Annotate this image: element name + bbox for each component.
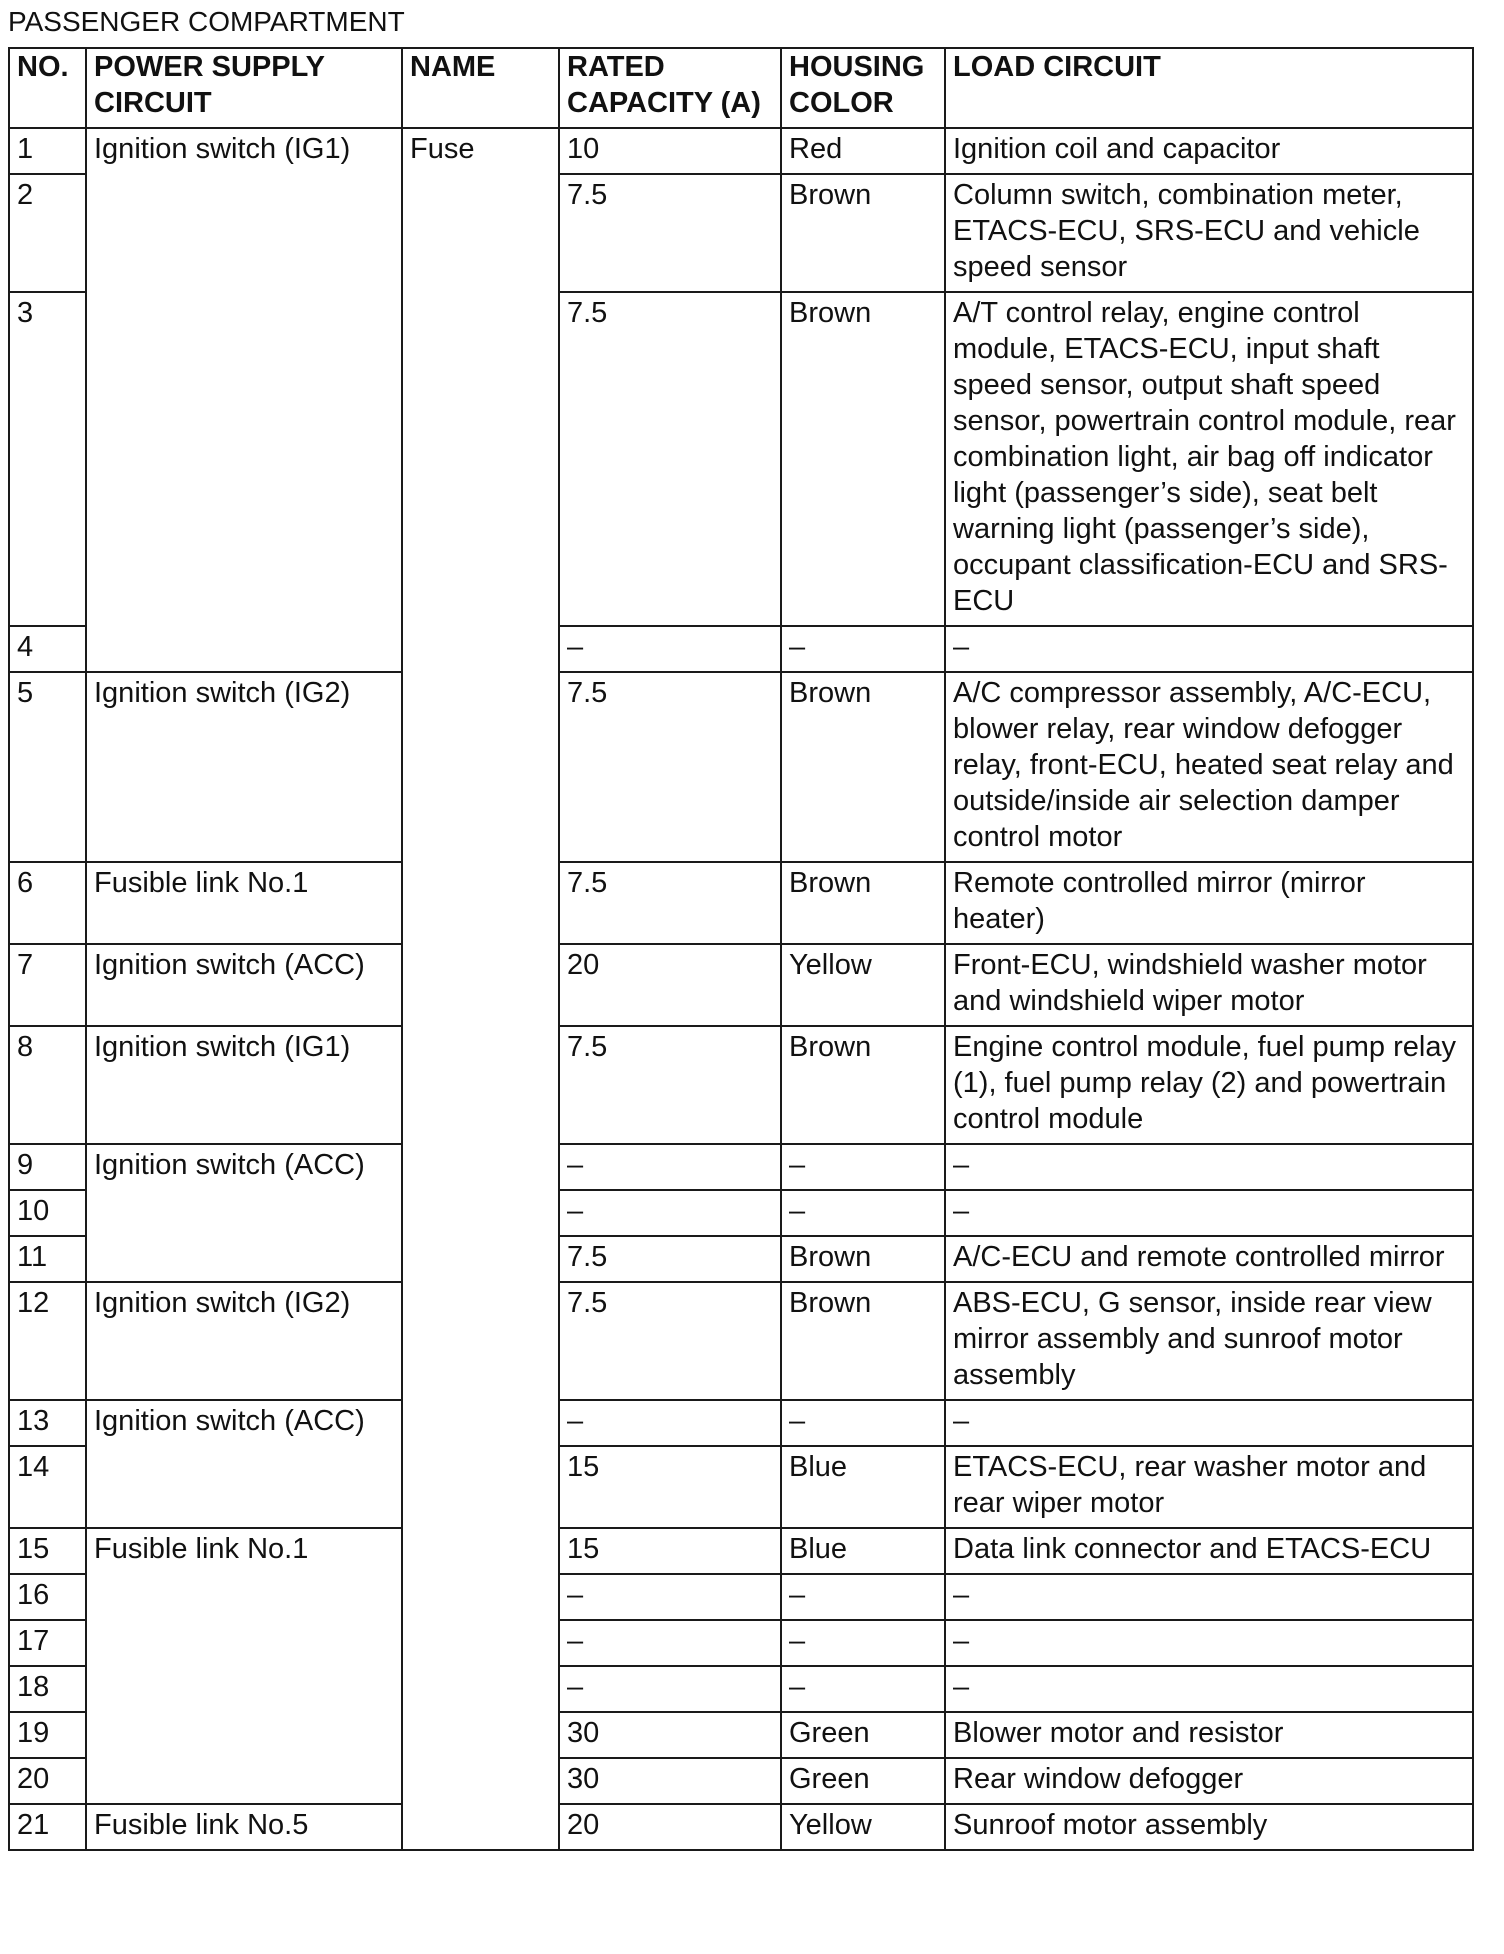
housing-color: Brown [781,1282,945,1400]
rated-capacity: 7.5 [559,862,781,944]
power-supply: Fusible link No.5 [86,1804,402,1850]
load-circuit: ETACS-ECU, rear washer motor and rear wiper motor [945,1446,1473,1528]
housing-color: Blue [781,1528,945,1574]
fuse-no: 2 [9,174,86,292]
fuse-no: 14 [9,1446,86,1528]
rated-capacity: 7.5 [559,1282,781,1400]
fuse-no: 3 [9,292,86,626]
fuse-no: 21 [9,1804,86,1850]
fuse-no: 12 [9,1282,86,1400]
fuse-no: 10 [9,1190,86,1236]
fuse-no: 18 [9,1666,86,1712]
load-circuit: – [945,1190,1473,1236]
housing-color: – [781,1190,945,1236]
fuse-no: 17 [9,1620,86,1666]
rated-capacity: – [559,1400,781,1446]
header-load-circuit: LOAD CIRCUIT [945,48,1473,128]
table-row [9,1400,1473,1446]
table-row [9,862,1473,944]
power-supply: Ignition switch (IG2) [86,672,402,862]
housing-color: Blue [781,1446,945,1528]
power-supply: Ignition switch (IG1) [86,128,402,672]
rated-capacity: 7.5 [559,292,781,626]
fuse-no: 5 [9,672,86,862]
load-circuit: Data link connector and ETACS-ECU [945,1528,1473,1574]
fuse-no: 7 [9,944,86,1026]
header-name: NAME [402,48,559,128]
load-circuit: A/T control relay, engine control module, ETACS-ECU, input shaft speed sensor, output shaft speed sensor, powertrain control module, rear combination light, air bag off indicator light (passenger’s side), seat belt warning light (passenger’s side), occupant classification-ECU and SRS-ECU [945,292,1473,626]
fuse-no: 9 [9,1144,86,1190]
housing-color: Brown [781,292,945,626]
housing-color: – [781,1666,945,1712]
load-circuit: Ignition coil and capacitor [945,128,1473,174]
table-row [9,1804,1473,1850]
rated-capacity: 15 [559,1446,781,1528]
housing-color: Brown [781,1026,945,1144]
housing-color: Green [781,1758,945,1804]
fuse-no: 13 [9,1400,86,1446]
load-circuit: – [945,626,1473,672]
rated-capacity: – [559,1144,781,1190]
header-rated-capacity: RATED CAPACITY (A) [559,48,781,128]
fuse-no: 15 [9,1528,86,1574]
housing-color: Brown [781,1236,945,1282]
rated-capacity: – [559,1666,781,1712]
table-row [9,1144,1473,1190]
fuse-no: 19 [9,1712,86,1758]
housing-color: – [781,1574,945,1620]
fuse-no: 8 [9,1026,86,1144]
rated-capacity: 7.5 [559,1026,781,1144]
header-power-supply: POWER SUPPLY CIRCUIT [86,48,402,128]
rated-capacity: – [559,1190,781,1236]
fuse-table [8,47,1474,1851]
housing-color: Green [781,1712,945,1758]
load-circuit: Sunroof motor assembly [945,1804,1473,1850]
load-circuit: A/C compressor assembly, A/C-ECU, blower relay, rear window defogger relay, front-ECU, heated seat relay and outside/inside air selection damper control motor [945,672,1473,862]
rated-capacity: – [559,1574,781,1620]
load-circuit: Rear window defogger [945,1758,1473,1804]
rated-capacity: – [559,1620,781,1666]
table-row [9,128,1473,174]
rated-capacity: 10 [559,128,781,174]
housing-color: Yellow [781,944,945,1026]
housing-color: – [781,626,945,672]
rated-capacity: 20 [559,1804,781,1850]
rated-capacity: – [559,626,781,672]
fuse-no: 4 [9,626,86,672]
power-supply: Ignition switch (ACC) [86,944,402,1026]
load-circuit: Engine control module, fuel pump relay (1), fuel pump relay (2) and powertrain control module [945,1026,1473,1144]
power-supply: Ignition switch (ACC) [86,1400,402,1528]
header-row [9,48,1473,128]
housing-color: Brown [781,672,945,862]
load-circuit: – [945,1666,1473,1712]
load-circuit: – [945,1574,1473,1620]
page-title: PASSENGER COMPARTMENT [8,6,405,37]
table-row [9,944,1473,1026]
load-circuit: – [945,1400,1473,1446]
fuse-name: Fuse [402,128,559,1850]
table-row [9,1026,1473,1144]
rated-capacity: 7.5 [559,672,781,862]
header-housing-color: HOUSING COLOR [781,48,945,128]
housing-color: Red [781,128,945,174]
rated-capacity: 15 [559,1528,781,1574]
load-circuit: – [945,1144,1473,1190]
fuse-no: 11 [9,1236,86,1282]
rated-capacity: 20 [559,944,781,1026]
housing-color: Yellow [781,1804,945,1850]
fuse-no: 6 [9,862,86,944]
rated-capacity: 7.5 [559,1236,781,1282]
rated-capacity: 30 [559,1712,781,1758]
fuse-no: 20 [9,1758,86,1804]
housing-color: – [781,1620,945,1666]
load-circuit: Front-ECU, windshield washer motor and windshield wiper motor [945,944,1473,1026]
fuse-no: 16 [9,1574,86,1620]
housing-color: – [781,1144,945,1190]
rated-capacity: 7.5 [559,174,781,292]
load-circuit: ABS-ECU, G sensor, inside rear view mirror assembly and sunroof motor assembly [945,1282,1473,1400]
power-supply: Fusible link No.1 [86,1528,402,1804]
power-supply: Ignition switch (IG2) [86,1282,402,1400]
load-circuit: Remote controlled mirror (mirror heater) [945,862,1473,944]
header-no: NO. [9,48,86,128]
housing-color: – [781,1400,945,1446]
table-row [9,672,1473,862]
fuse-no: 1 [9,128,86,174]
load-circuit: Column switch, combination meter, ETACS-ECU, SRS-ECU and vehicle speed sensor [945,174,1473,292]
power-supply: Ignition switch (IG1) [86,1026,402,1144]
power-supply: Ignition switch (ACC) [86,1144,402,1282]
housing-color: Brown [781,862,945,944]
rated-capacity: 30 [559,1758,781,1804]
load-circuit: A/C-ECU and remote controlled mirror [945,1236,1473,1282]
housing-color: Brown [781,174,945,292]
load-circuit: Blower motor and resistor [945,1712,1473,1758]
load-circuit: – [945,1620,1473,1666]
table-row [9,1528,1473,1574]
power-supply: Fusible link No.1 [86,862,402,944]
table-row [9,1282,1473,1400]
